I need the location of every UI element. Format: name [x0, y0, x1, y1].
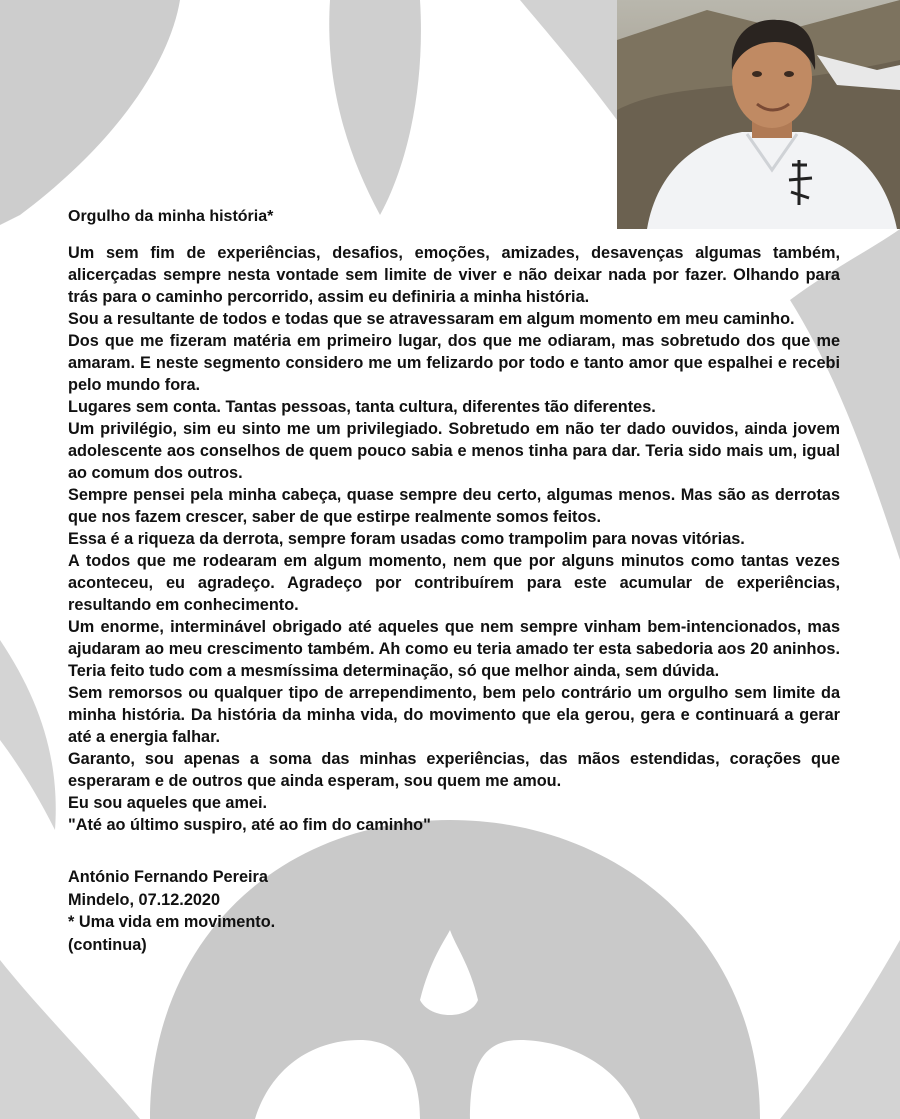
paragraph: Essa é a riqueza da derrota, sempre foram usadas como trampolim para novas vitórias. [68, 530, 745, 548]
author-name: António Fernando Pereira [68, 868, 268, 886]
paragraph: Eu sou aqueles que amei. [68, 794, 268, 812]
watermark-bottom-left-sweep [0, 960, 140, 1119]
paragraph: Um enorme, interminável obrigado até aqueles que nem sempre vinham bem-intencionados, mas ajudaram ao meu crescimento também. Ah como eu teria amado ter esta sabedoria aos 20 aninhos. Teria feito tudo com a mesmíssima determinação, só que melhor ainda, sem dúvida. [68, 618, 840, 680]
watermark-top-petal [329, 0, 421, 215]
continued-note: (continua) [68, 935, 147, 954]
paragraph: Garanto, sou apenas a soma das minhas experiências, das mãos estendidas, corações que esperaram e de outros que ainda esperam, sou quem me amou. [68, 750, 840, 790]
watermark-bottom-right-sweep [780, 940, 900, 1119]
watermark-top-right-wedge [520, 0, 617, 120]
closing-quote: "Até ao último suspiro, até ao fim do caminho" [68, 816, 431, 834]
paragraph: Um privilégio, sim eu sinto me um privilegiado. Sobretudo em não ter dado ouvidos, ainda jovem adolescente aos conselhos de quem pouco sabia e menos tinha para dar. Teria sido mais um, igual ao comum dos outros. [68, 420, 840, 482]
watermark-top-left-blade [0, 0, 180, 225]
footnote: * Uma vida em movimento. [68, 913, 276, 931]
paragraph: Dos que me fizeram matéria em primeiro lugar, dos que me odiaram, mas sobretudo dos que me amaram. E neste segmento considero me um felizardo por todo e tanto amor que espalhei e recebi pelo mundo fora. [68, 332, 840, 394]
signature-block [68, 866, 840, 956]
watermark-left-blade [0, 640, 56, 830]
paragraph: Sem remorsos ou qualquer tipo de arrependimento, bem pelo contrário um orgulho sem limite da minha história. Da história da minha vida, do movimento que ela gerou, gera e continuará a gerar até a energia falhar. [68, 684, 840, 746]
letter-title: Orgulho da minha história* [68, 208, 274, 225]
author-photo [617, 0, 900, 229]
paragraph: Um sem fim de experiências, desafios, emoções, amizades, desavenças algumas também, alicerçadas sempre nesta vontade sem limite de viver e não deixar nada por fazer. Olhando para trás para o caminho percorrido, assim eu definiria a minha história. [68, 244, 840, 306]
paragraph: Sou a resultante de todos e todas que se atravessaram em algum momento em meu caminho. [68, 310, 795, 328]
paragraph: A todos que me rodearam em algum momento, nem que por alguns minutos como tantas vezes aconteceu, eu agradeço. Agradeço por contribuírem para este acumular de experiências, resultando em conhecimento. [68, 552, 840, 614]
letter-content [68, 206, 840, 956]
paragraph: Lugares sem conta. Tantas pessoas, tanta cultura, diferentes tão diferentes. [68, 398, 656, 416]
paragraph: Sempre pensei pela minha cabeça, quase sempre deu certo, algumas menos. Mas são as derrotas que nos fazem crescer, saber de que estirpe realmente somos feitos. [68, 486, 840, 526]
place-date: Mindelo, 07.12.2020 [68, 890, 221, 909]
